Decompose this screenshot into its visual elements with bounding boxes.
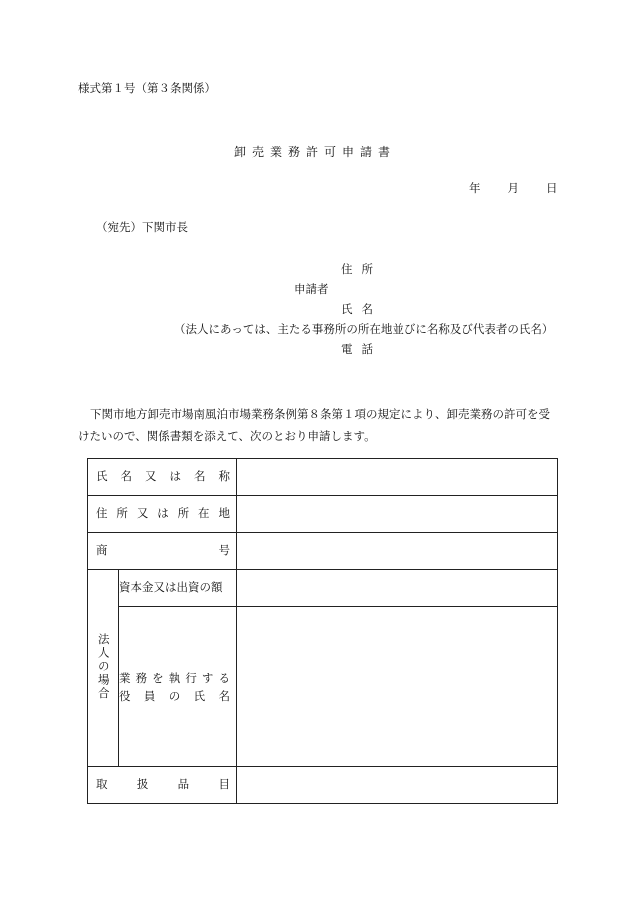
applicant-label: 申請者 — [294, 282, 329, 296]
form-number: 様式第１号（第３条関係） — [78, 81, 216, 95]
label-char: す — [201, 670, 214, 685]
corporate-group-label: 法人の場合 — [96, 633, 111, 701]
label-char: 務 — [135, 670, 148, 685]
table-row-officers — [88, 607, 558, 767]
items-row-label — [88, 779, 236, 791]
label-char: 役 — [119, 688, 131, 703]
label-char: 住 — [96, 506, 108, 521]
name-value-cell[interactable] — [237, 459, 558, 496]
officer-label-cell — [119, 607, 237, 767]
label-char: 行 — [185, 670, 197, 685]
label-char: 地 — [218, 506, 230, 521]
label-char: 氏 — [96, 469, 108, 484]
applicant-name-label: 氏名 — [341, 302, 382, 316]
date-line — [469, 183, 558, 195]
address-value-cell[interactable] — [237, 496, 558, 533]
document-title: 卸売業務許可申請書 — [233, 145, 396, 159]
table-row-address — [88, 496, 558, 533]
label-char: 又 — [136, 506, 149, 521]
label-char: 氏 — [193, 688, 206, 703]
table-row-items — [88, 767, 558, 804]
name-row-label — [88, 471, 236, 483]
label-char: 商 — [96, 543, 108, 558]
address-label-cell — [88, 496, 237, 533]
date-month-label: 月 — [507, 181, 519, 195]
applicant-phone-label: 電話 — [341, 342, 382, 356]
label-char: 称 — [218, 469, 230, 484]
table-row-capital — [88, 570, 558, 607]
label-char: 品 — [177, 777, 190, 792]
officer-label-line2 — [119, 687, 236, 705]
label-char: 名 — [194, 469, 206, 484]
corporate-group-cell — [88, 570, 119, 767]
label-char: る — [218, 670, 230, 685]
applicant-address-label: 住所 — [341, 262, 382, 276]
officer-value-cell[interactable] — [237, 607, 558, 767]
label-char: 号 — [218, 543, 230, 558]
trade-name-row-label — [88, 545, 236, 557]
address-row-label — [88, 508, 236, 520]
label-char: 取 — [96, 777, 108, 792]
label-char: 員 — [143, 688, 156, 703]
label-char: 在 — [198, 506, 210, 521]
corporate-note: （法人にあっては、主たる事務所の所在地並びに名称及び代表者の氏名） — [174, 322, 554, 336]
application-table — [87, 458, 558, 804]
addressee: （宛先）下関市長 — [96, 220, 188, 234]
application-statement: 下関市地方卸売市場南風泊市場業務条例第８条第１項の規定により、卸売業務の許可を受けたいので、関係書類を添えて、次のとおり申請します。 — [78, 407, 550, 443]
table-row-name — [88, 459, 558, 496]
label-char: 扱 — [136, 777, 149, 792]
label-char: 目 — [218, 777, 230, 792]
label-char: 名 — [218, 688, 230, 703]
date-day-label: 日 — [546, 181, 558, 195]
label-char: 所 — [116, 506, 128, 521]
date-year-label: 年 — [469, 181, 481, 195]
label-char: 名 — [120, 469, 132, 484]
label-char: の — [168, 688, 181, 703]
label-char: を — [152, 670, 164, 685]
label-char: 執 — [168, 670, 181, 685]
label-char: 又 — [145, 469, 157, 484]
table-row-trade-name — [88, 533, 558, 570]
items-value-cell[interactable] — [237, 767, 558, 804]
label-char: 所 — [177, 506, 190, 521]
trade-name-value-cell[interactable] — [237, 533, 558, 570]
label-char: は — [169, 469, 181, 484]
items-label-cell — [88, 767, 237, 804]
officer-label-line1 — [119, 669, 236, 687]
capital-value-cell[interactable] — [237, 570, 558, 607]
label-char: 業 — [119, 670, 131, 685]
capital-label-cell: 資本金又は出資の額 — [119, 570, 237, 607]
trade-name-label-cell — [88, 533, 237, 570]
label-char: は — [157, 506, 169, 521]
name-label-cell — [88, 459, 237, 496]
